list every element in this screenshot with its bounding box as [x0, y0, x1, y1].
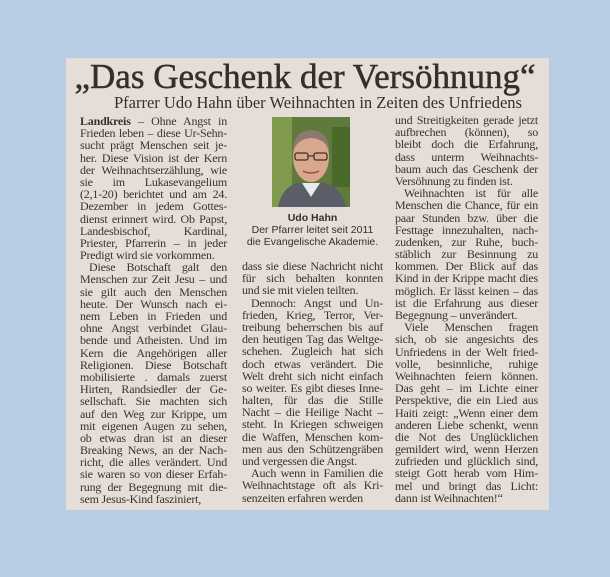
dateline: Landkreis — [80, 114, 131, 128]
article-column-2 — [242, 260, 383, 504]
text-line: senzeiten erfahren werden — [242, 490, 363, 505]
text-line: zufrieden und glücklich sind, — [395, 454, 538, 469]
text-line: zudenken, zur Ruhe, buch- — [395, 234, 538, 249]
text-line: den heutigen Tag das Weltge- — [242, 332, 383, 347]
text-line: ohne Angst verbindet Glau- — [80, 321, 227, 336]
text-line: dass sie diese Nachricht nicht — [242, 259, 383, 273]
photo-caption-line: die Evangelische Akademie. — [246, 236, 379, 248]
text-line: dienst erinnert wird. Ob Papst, — [80, 211, 227, 226]
text-line: kommen. Der Blick auf das — [395, 259, 538, 274]
text-line: gemildert wird, wenn Herzen — [395, 442, 538, 457]
text-line: Predigt wird sie vorkommen. — [80, 248, 215, 263]
photo-caption-name: Udo Hahn — [287, 212, 338, 224]
text-line: Kind in der Krippe macht dies — [395, 271, 538, 286]
text-line: Menschen die Chance, für ein — [395, 198, 538, 213]
text-line: so weiter. Es gibt dieses Inne- — [242, 380, 383, 395]
text-line: Weihnachten ist für alle — [404, 186, 538, 201]
text-line: möglich. Er lässt keinen – das — [395, 283, 538, 298]
text-line: Hirten, Randsiedler der Ge- — [80, 382, 227, 397]
text-line: Diese Botschaft galt den — [89, 260, 227, 275]
text-line: frieden, Krieg, Terror, Ver- — [242, 307, 383, 322]
text-line: Kern die Angehörigen aller — [80, 345, 227, 360]
text-line: Auch wenn in Familien die — [251, 466, 383, 481]
text-line: Landesbischof, Kardinal, — [80, 223, 227, 238]
text-line: sellschaft. Sie machten sich — [80, 394, 227, 409]
text-line: treibung beherrschen bis auf — [242, 319, 383, 334]
headline: „Das Geschenk der Versöhnung“ — [74, 57, 536, 96]
text-line: und sie mit vielen teilten. — [242, 283, 359, 298]
text-line: aufbrechen (können), so — [395, 125, 538, 140]
text-line: bleibt doch die Erfahrung, — [395, 137, 538, 152]
text-line: Weihnachtstage oft als Kri- — [242, 478, 383, 493]
portrait-photo — [272, 117, 350, 207]
text-line: sie im Lukasevangelium — [80, 174, 227, 189]
text-line: rung der Begegnung mit die- — [80, 479, 227, 494]
article-column-1 — [80, 115, 227, 505]
text-line: volle, besinnliche, ruhige — [395, 356, 538, 371]
text-line: Landkreis – Ohne Angst in — [80, 114, 227, 128]
text-line: dann ist Weihnachten!“ — [395, 490, 503, 505]
text-line: Viele Menschen fragen — [404, 320, 538, 335]
text-line: Frieden leben – diese Ur-Sehn- — [80, 126, 227, 141]
text-line: her. Diese Vision ist der Kern — [80, 150, 227, 165]
text-line: mit eigenen Augen zu sehen, — [80, 418, 227, 433]
text-line: nem Leben in Frieden und — [80, 309, 227, 323]
text-line: auf den Weg zur Krippe, um — [80, 406, 227, 421]
text-line: die Not des Unglücklichen — [395, 429, 538, 444]
text-line: Haiti zeigt: „Wenn einer dem — [395, 405, 538, 420]
text-line: halten, für das die Stille — [242, 393, 383, 408]
text-line: stäblich zur Besinnung zu — [395, 247, 538, 262]
text-line: paar Stunden bzw. über die — [395, 210, 538, 225]
text-line: richt, die alles verändert. Und — [80, 455, 227, 470]
text-line: steht. In Kriegen schweigen — [242, 417, 383, 432]
text-line: Priester, Pfarrerin – in jeder — [80, 235, 227, 250]
text-line: bende und Atheisten. Und im — [80, 333, 227, 348]
text-line: Nacht – die Heilige Nacht – — [242, 405, 383, 420]
text-line: sucht prägt Menschen seit je- — [80, 138, 227, 153]
text-line: sie waren so von dieser Erfah- — [80, 467, 227, 482]
text-line: Versöhnung zu finden ist. — [395, 173, 513, 188]
text-line: sie gilt auch den Menschen — [80, 284, 227, 299]
text-line: baum auch das Geschenk der — [395, 161, 538, 176]
text-line: Unfriedens in der Welt fried- — [395, 344, 538, 359]
text-line: heute. Der Wunsch nach ei- — [80, 296, 227, 311]
text-line: der Weihnachtserzählung, wie — [80, 162, 227, 177]
text-line: mobilisierte . damals zuerst — [80, 369, 227, 384]
text-line: dass unterm Weihnachts- — [395, 149, 538, 164]
text-line: Das geht – im Lichte einer — [395, 381, 538, 396]
article-column-3 — [395, 114, 538, 504]
text-line: Breaking News, an der Nach- — [80, 443, 227, 458]
text-line: Perspektive, die ein Lied aus — [395, 393, 538, 408]
text-line: steigt Gott herab vom Him- — [395, 466, 538, 481]
text-line: und vergessen die Angst. — [242, 454, 357, 468]
text-line: (2,1-20) berichtet und am 24. — [80, 187, 227, 202]
text-line: sich, ob sie angesichts des — [395, 332, 538, 347]
text-line: Dennoch: Angst und Un- — [251, 295, 383, 310]
text-line: für sich behalten konnten — [242, 271, 383, 286]
text-line: Festtage innezuhalten, nach- — [395, 222, 538, 237]
text-line: die Waffen, Menschen kom- — [242, 429, 383, 444]
text-line: doch etwas verändert. Die — [242, 356, 383, 371]
text-line: und Streitigkeiten gerade jetzt — [395, 113, 538, 127]
photo-caption-line: Der Pfarrer leitet seit 2011 — [251, 224, 374, 236]
text-line: men aus den Schützengräben — [242, 441, 383, 456]
text-line: Religionen. Diese Botschaft — [80, 357, 227, 372]
text-line: sem Jesus-Kind fasziniert, — [80, 491, 202, 506]
text-line: Menschen zur Zeit Jesu – und — [80, 272, 227, 287]
text-line: Begegnung – unverändert. — [395, 308, 518, 322]
subtitle: Pfarrer Udo Hahn über Weihnachten in Zeiten des Unfriedens — [114, 93, 522, 112]
text-line: schehen. Zugleich hat sich — [242, 344, 383, 359]
text-line: Dezember in jedem Gottes- — [80, 199, 227, 214]
text-line: mel und bringt das Licht: — [395, 478, 538, 493]
text-line: ob etwas dran ist an dieser — [80, 430, 227, 445]
text-line: Welt dreht sich nicht einfach — [242, 368, 383, 383]
text-line: anderen Liebe schenkt, wenn — [395, 417, 538, 432]
text-line: Weihnachten feiern können. — [395, 368, 538, 383]
text-line: ist die Erfahrung aus dieser — [395, 295, 538, 310]
